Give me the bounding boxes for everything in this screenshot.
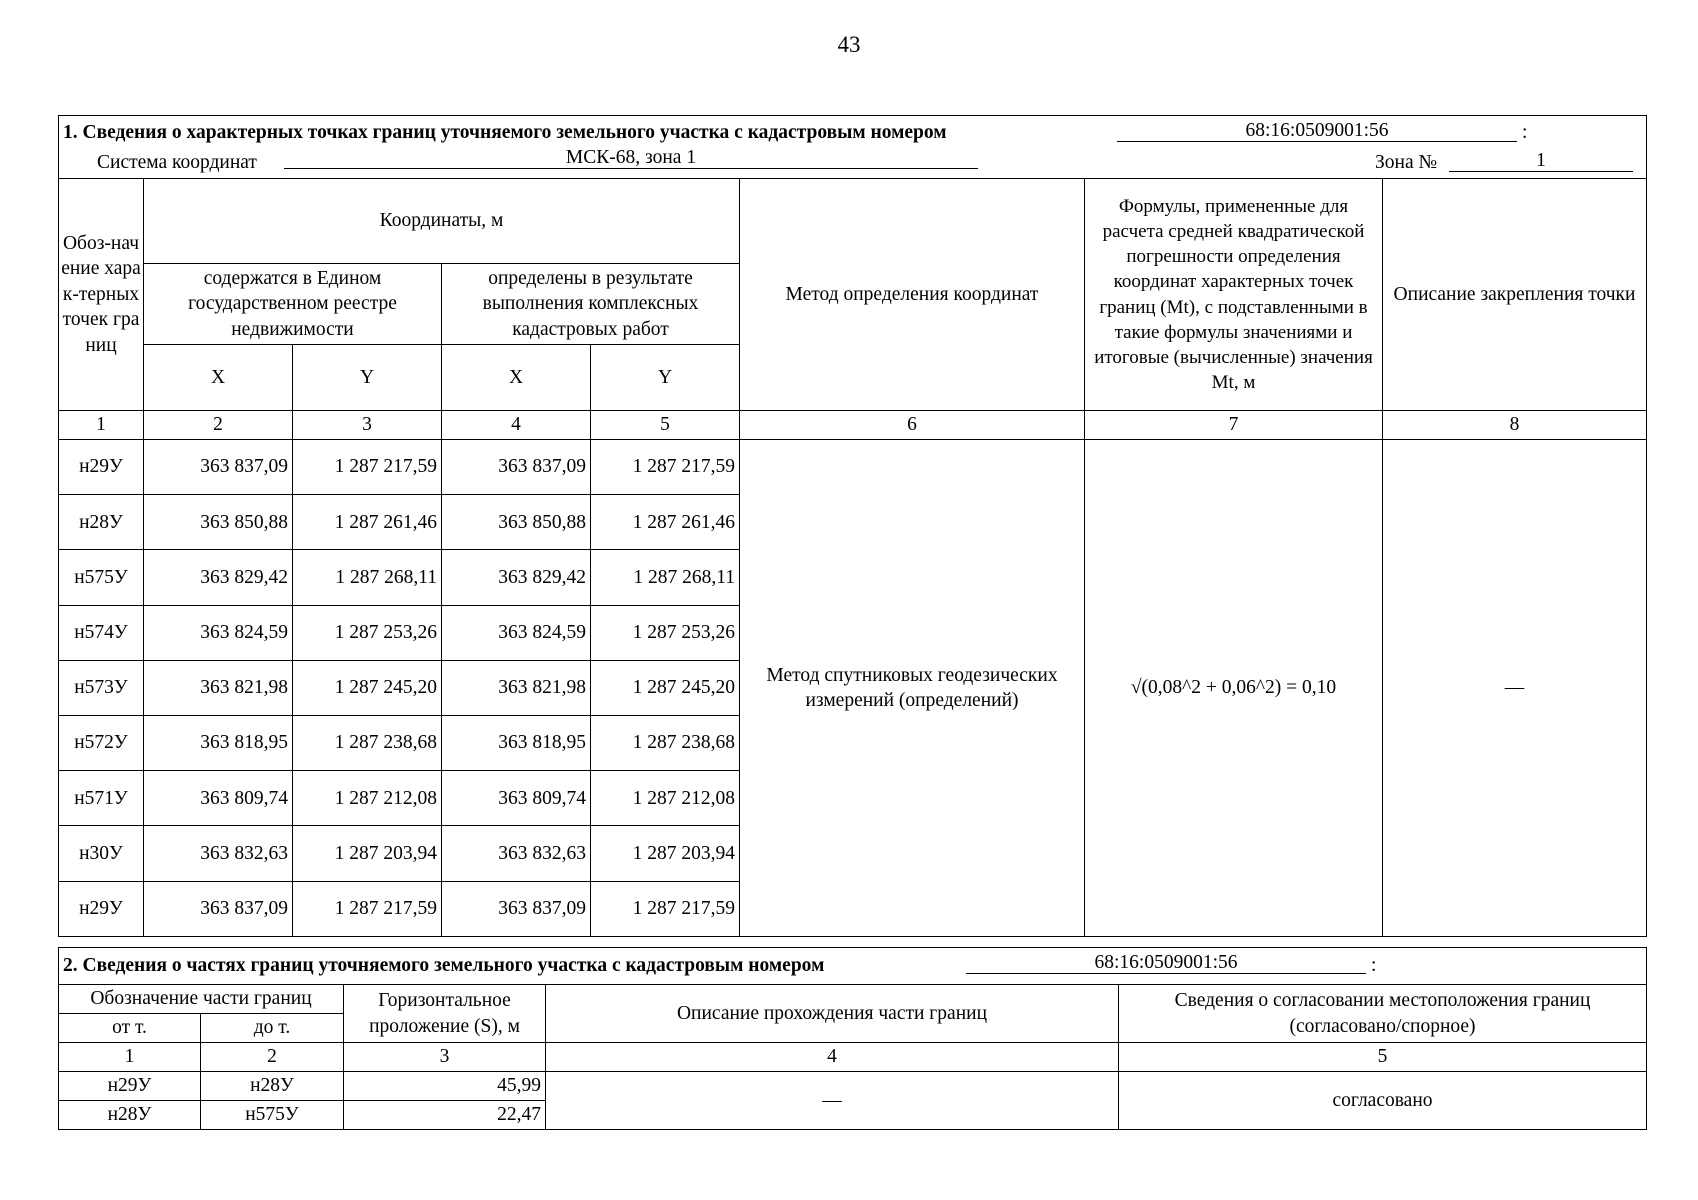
determined-y: 1 287 217,59 <box>591 881 740 936</box>
header-y1: Y <box>293 345 442 411</box>
section1-colon: : <box>1522 122 1528 143</box>
header-description: Описание прохождения части границ <box>546 985 1119 1043</box>
determined-x: 363 829,42 <box>442 550 591 605</box>
col-num-3: 3 <box>293 411 442 440</box>
registry-x: 363 837,09 <box>144 440 293 495</box>
registry-y: 1 287 217,59 <box>293 881 442 936</box>
col-num-5: 5 <box>591 411 740 440</box>
fixing-value: — <box>1383 440 1647 937</box>
header-from: от т. <box>59 1014 201 1043</box>
point-designation: н572У <box>59 715 144 770</box>
point-designation: н28У <box>59 495 144 550</box>
registry-x: 363 837,09 <box>144 881 293 936</box>
header-x1: X <box>144 345 293 411</box>
zone-label: Зона № <box>1375 152 1438 173</box>
s2-column-numbers-row <box>59 1043 1647 1072</box>
method-value: Метод спутниковых геодезических измерений (определений) <box>740 440 1085 937</box>
col-num-6: 6 <box>740 411 1085 440</box>
header-row-1 <box>59 179 1647 264</box>
point-designation: н573У <box>59 660 144 715</box>
section1-table <box>58 115 1647 937</box>
horizontal-value: 22,47 <box>344 1101 546 1130</box>
header-part-designation: Обозначение части границ <box>59 985 344 1014</box>
part-from: н28У <box>59 1101 201 1130</box>
part-to: н28У <box>201 1072 344 1101</box>
point-designation: н574У <box>59 605 144 660</box>
section2-cadastral-number: 68:16:0509001:56 <box>966 952 1366 974</box>
s2-col-num-2: 2 <box>201 1043 344 1072</box>
determined-y: 1 287 217,59 <box>591 440 740 495</box>
s2-header-row-1 <box>59 985 1647 1014</box>
section2-heading <box>59 948 1647 985</box>
determined-x: 363 818,95 <box>442 715 591 770</box>
coord-system-label: Система координат <box>97 152 257 173</box>
determined-y: 1 287 268,11 <box>591 550 740 605</box>
header-in-registry: содержатся в Едином государственном реестре недвижимости <box>144 264 442 345</box>
registry-y: 1 287 217,59 <box>293 440 442 495</box>
part-from: н29У <box>59 1072 201 1101</box>
col-num-7: 7 <box>1085 411 1383 440</box>
col-num-8: 8 <box>1383 411 1647 440</box>
section2-colon: : <box>1371 955 1377 976</box>
table-row <box>59 440 1647 495</box>
registry-x: 363 818,95 <box>144 715 293 770</box>
registry-y: 1 287 203,94 <box>293 826 442 881</box>
header-coordinates: Координаты, м <box>144 179 740 264</box>
registry-x: 363 850,88 <box>144 495 293 550</box>
determined-x: 363 821,98 <box>442 660 591 715</box>
determined-x: 363 832,63 <box>442 826 591 881</box>
determined-x: 363 809,74 <box>442 771 591 826</box>
column-numbers-row <box>59 411 1647 440</box>
determined-y: 1 287 253,26 <box>591 605 740 660</box>
determined-x: 363 824,59 <box>442 605 591 660</box>
s2-col-num-3: 3 <box>344 1043 546 1072</box>
description-value: — <box>546 1072 1119 1130</box>
section1-cadastral-number: 68:16:0509001:56 <box>1117 120 1517 142</box>
part-to: н575У <box>201 1101 344 1130</box>
agreement-value: согласовано <box>1119 1072 1647 1130</box>
determined-y: 1 287 212,08 <box>591 771 740 826</box>
registry-x: 363 809,74 <box>144 771 293 826</box>
point-designation: н30У <box>59 826 144 881</box>
coord-system-value: МСК-68, зона 1 <box>284 147 978 169</box>
zone-value: 1 <box>1449 150 1633 172</box>
header-designation: Обоз-начение харак-терных точек границ <box>59 179 144 411</box>
determined-y: 1 287 203,94 <box>591 826 740 881</box>
determined-y: 1 287 238,68 <box>591 715 740 770</box>
determined-x: 363 850,88 <box>442 495 591 550</box>
point-designation: н29У <box>59 881 144 936</box>
registry-x: 363 832,63 <box>144 826 293 881</box>
horizontal-value: 45,99 <box>344 1072 546 1101</box>
section2-title: 2. Сведения о частях границ уточняемого земельного участка с кадастровым номером <box>63 955 825 976</box>
header-x2: X <box>442 345 591 411</box>
point-designation: н571У <box>59 771 144 826</box>
header-y2: Y <box>591 345 740 411</box>
page-number: 43 <box>837 32 861 57</box>
registry-y: 1 287 238,68 <box>293 715 442 770</box>
section2-table <box>58 947 1647 1130</box>
point-designation: н29У <box>59 440 144 495</box>
col-num-1: 1 <box>59 411 144 440</box>
header-formulas: Формулы, примененные для расчета средней квадратической погрешности определения координат характерных точек границ (Mt), с подставленными в такие формулы значениями и итоговые (вычисленные) значения Mt, м <box>1085 179 1383 411</box>
s2-col-num-4: 4 <box>546 1043 1119 1072</box>
table-row <box>59 1072 1647 1101</box>
header-horizontal: Горизонтальное проложение (S), м <box>344 985 546 1043</box>
determined-y: 1 287 245,20 <box>591 660 740 715</box>
determined-x: 363 837,09 <box>442 881 591 936</box>
header-fixing: Описание закрепления точки <box>1383 179 1647 411</box>
point-designation: н575У <box>59 550 144 605</box>
registry-x: 363 821,98 <box>144 660 293 715</box>
registry-x: 363 829,42 <box>144 550 293 605</box>
registry-y: 1 287 261,46 <box>293 495 442 550</box>
registry-y: 1 287 268,11 <box>293 550 442 605</box>
s2-col-num-1: 1 <box>59 1043 201 1072</box>
header-method: Метод определения координат <box>740 179 1085 411</box>
registry-y: 1 287 253,26 <box>293 605 442 660</box>
col-num-2: 2 <box>144 411 293 440</box>
section1-title: 1. Сведения о характерных точках границ уточняемого земельного участка с кадастровым номером <box>63 122 947 143</box>
header-agreement: Сведения о согласовании местоположения границ (согласовано/спорное) <box>1119 985 1647 1043</box>
header-determined: определены в результате выполнения комплексных кадастровых работ <box>442 264 740 345</box>
header-to: до т. <box>201 1014 344 1043</box>
registry-y: 1 287 212,08 <box>293 771 442 826</box>
registry-x: 363 824,59 <box>144 605 293 660</box>
registry-y: 1 287 245,20 <box>293 660 442 715</box>
determined-x: 363 837,09 <box>442 440 591 495</box>
determined-y: 1 287 261,46 <box>591 495 740 550</box>
section1-heading <box>59 116 1647 179</box>
s2-col-num-5: 5 <box>1119 1043 1647 1072</box>
formula-value: √(0,08^2 + 0,06^2) = 0,10 <box>1085 440 1383 937</box>
col-num-4: 4 <box>442 411 591 440</box>
